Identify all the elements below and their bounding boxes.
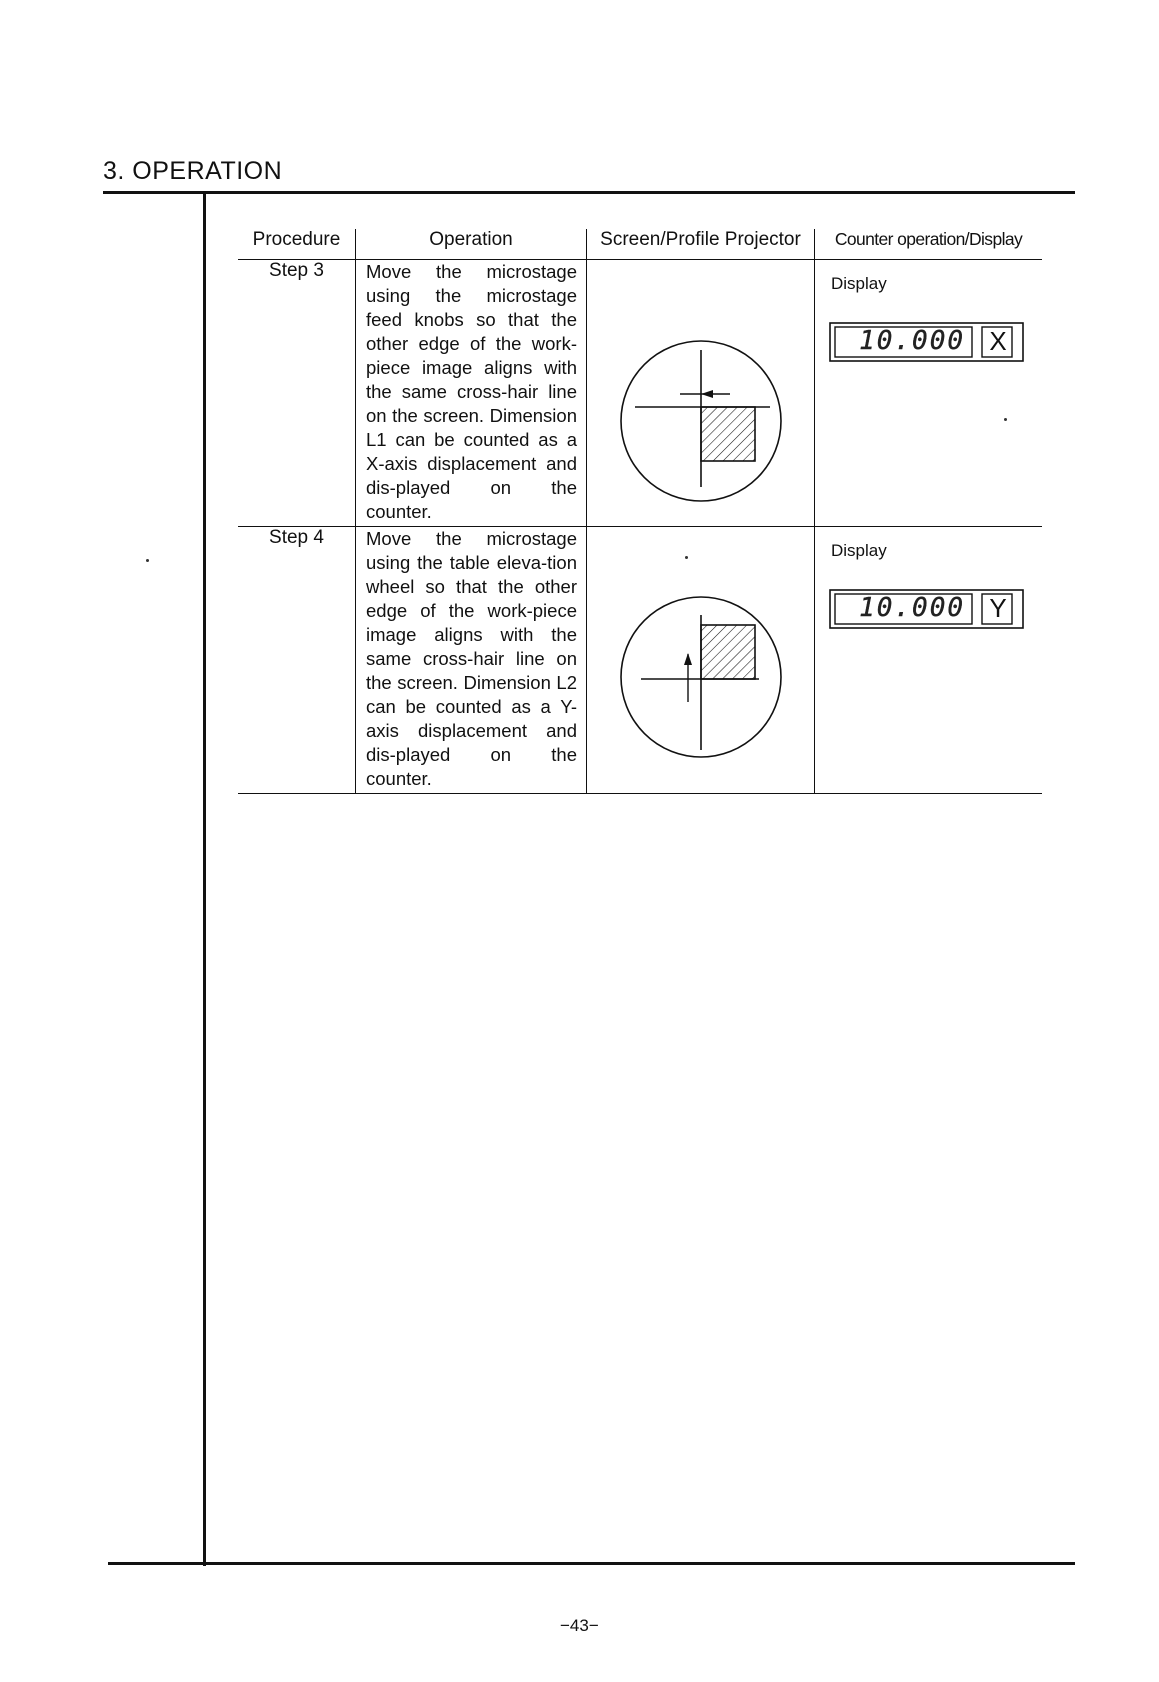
counter-value: 10.000 <box>859 593 965 623</box>
table-header-row <box>238 229 1042 260</box>
page-number: −43− <box>560 1616 599 1635</box>
axis-key-x[interactable]: X <box>989 326 1007 356</box>
operation-text: Move the microstage using the table eleva-tion wheel so that the other edge of the work-piece image aligns with the same cross-hair line on the screen. Dimension L2 can be counted as a Y-axis displacement and dis-played on the counter. <box>366 528 577 789</box>
step-label: Step 4 <box>238 527 356 794</box>
counter-cell <box>815 527 1043 794</box>
display-label: Display <box>831 541 887 560</box>
operation-cell <box>356 260 587 527</box>
section-title: 3. OPERATION <box>103 157 283 185</box>
counter-display <box>829 322 1024 362</box>
footer-rule <box>108 1562 1075 1565</box>
header-procedure: Procedure <box>238 229 356 260</box>
header-rule <box>103 191 1075 194</box>
counter-value: 10.000 <box>859 326 965 356</box>
crosshair-x-alignment-icon <box>587 260 814 526</box>
counter-cell <box>815 260 1043 527</box>
display-label: Display <box>831 274 887 293</box>
header-operation: Operation <box>356 229 587 260</box>
operation-text: Move the microstage using the microstage feed knobs so that the other edge of the work-piece image aligns with the same cross-hair line on the screen. Dimension L1 can be counted as a X-axis displacement and dis-played on the counter. <box>366 261 577 522</box>
step-label: Step 3 <box>238 260 356 527</box>
counter-display <box>829 589 1024 629</box>
table-row <box>238 527 1042 794</box>
operation-cell <box>356 527 587 794</box>
scan-speck <box>146 559 149 562</box>
margin-rule <box>203 193 206 1566</box>
crosshair-y-alignment-icon <box>587 527 814 793</box>
header-projector: Screen/Profile Projector <box>587 229 815 260</box>
table-row <box>238 260 1042 527</box>
projector-cell <box>587 527 815 794</box>
procedure-table <box>238 229 1042 794</box>
header-counter: Counter operation/Display <box>815 229 1043 260</box>
axis-key-y[interactable]: Y <box>989 593 1007 623</box>
projector-cell <box>587 260 815 527</box>
